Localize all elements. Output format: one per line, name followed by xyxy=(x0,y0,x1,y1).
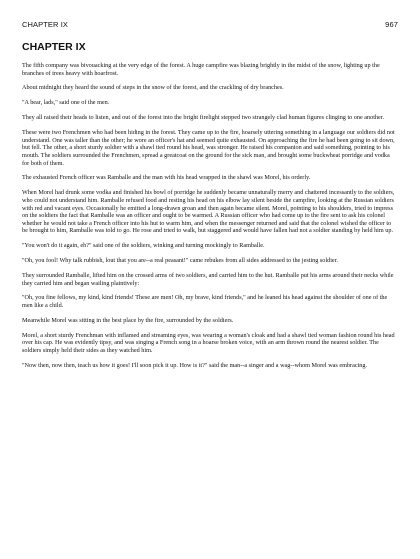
running-header xyxy=(22,20,398,29)
paragraph: The fifth company was bivouacking at the very edge of the forest. A huge campfire was blazing brightly in the midst of the snow, lighting up the branches of trees heavy with hoarfrost. xyxy=(22,62,380,77)
paragraph: Meanwhile Morel was sitting in the best place by the fire, surrounded by the soldiers. xyxy=(22,316,234,324)
paragraph: About midnight they heard the sound of steps in the snow of the forest, and the crackling of dry branches. xyxy=(22,84,284,92)
paragraph: "A bear, lads," said one of the men. xyxy=(22,99,110,107)
paragraph: Morel, a short sturdy Frenchman with inflamed and streaming eyes, was wearing a woman's cloak and had a shawl tied woman fashion round his head over his cap. He was evidently tipsy, and was singing a French song in a hoarse broken voice, with an arm thrown round the nearest soldier. The soldiers simply held their sides as they watched him. xyxy=(22,331,395,354)
paragraph: "Now then, now then, teach us how it goes! I'll soon pick it up. How is it?" said the man--a singer and a wag--whom Morel was embracing. xyxy=(22,361,368,369)
chapter-title: CHAPTER IX xyxy=(22,41,86,53)
paragraph: "Oh, you fine fellows, my kind, kind friends! These are men! Oh, my brave, kind friends," and he leaned his head against the shoulder of one of the men like a child. xyxy=(22,294,388,310)
paragraph: "You won't do it again, eh?" said one of the soldiers, winking and turning mockingly to Ramballe. xyxy=(22,242,265,250)
paragraph: These were two Frenchmen who had been hiding in the forest. They came up to the fire, hoarsely uttering something in a language our soldiers did not understand. One was taller than the other; he wore an officer's hat and seemed quite exhausted. On approaching the fire he had been going to sit down, but fell. The other, a short sturdy soldier with a shawl tied round his head, was stronger. He raised his companion and said something, pointing to his mouth. The soldiers surrounded the Frenchmen, spread a greatcoat on the ground for the sick man, and brought some buckwheat porridge and vodka for both of them. xyxy=(22,129,395,167)
paragraph: The exhausted French officer was Ramballe and the man with his head wrapped in the shawl was Morel, his orderly. xyxy=(22,174,311,182)
paragraph: They surrounded Ramballe, lifted him on the crossed arms of two soldiers, and carried him to the hut. Ramballe put his arms around their necks while they carried him and began wailing plaintively: xyxy=(22,271,394,287)
running-header-chapter: CHAPTER IX xyxy=(22,20,69,29)
paragraph: "Oh, you fool! Why talk rubbish, lout that you are--a real peasant!" came rebukes from all sides addressed to the jesting soldier. xyxy=(22,257,338,265)
page-number: 967 xyxy=(385,20,398,29)
paragraph: When Morel had drunk some vodka and finished his bowl of porridge he suddenly became unnaturally merry and chattered incessantly to the soldiers, who could not understand him. Ramballe refused food and resting his head on his elbow lay silent beside the campfire, looking at the Russian soldiers with red and vacant eyes. Occasionally he emitted a long-drawn groan and then again became silent. Morel, pointing to his shoulders, tried to impress on the soldiers the fact that Ramballe was an officer and ought to be warmed. A Russian officer who had come up to the fire sent to ask his colonel whether he would not take a French officer into his hut to warm him, and when the messenger returned and said that the colonel wished the officer to be brought to him, Ramballe was told to go. He rose and tried to walk, but staggered and would have fallen had not a soldier standing by held him up. xyxy=(22,189,395,235)
chapter-body xyxy=(22,62,398,369)
paragraph: They all raised their heads to listen, and out of the forest into the bright firelight stepped two strangely clad human figures clinging to one another. xyxy=(22,114,385,122)
